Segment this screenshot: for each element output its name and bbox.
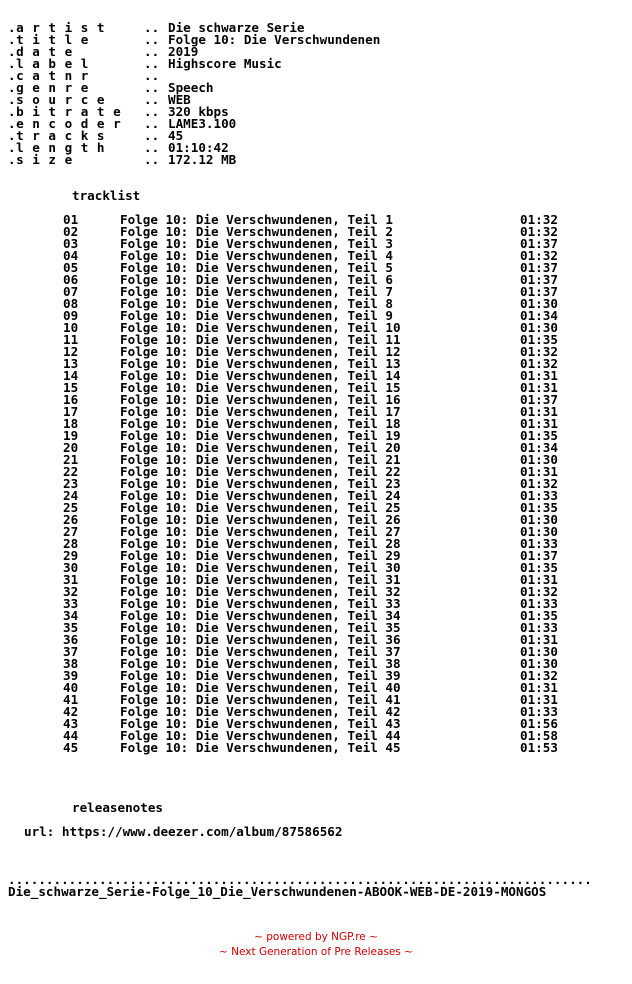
credits-line-powered-by: ~ powered by NGP.re ~ (254, 931, 378, 943)
track-duration: 01:35 (520, 428, 558, 443)
track-title: Folge 10: Die Verschwundenen, Teil 2 (120, 224, 393, 239)
track-number: 05 (63, 260, 79, 275)
track-title: Folge 10: Die Verschwundenen, Teil 14 (120, 368, 401, 383)
meta-row (8, 58, 628, 70)
track-number: 03 (63, 236, 79, 251)
dotted-separator: ............................................................................. (8, 874, 592, 886)
track-title: Folge 10: Die Verschwundenen, Teil 3 (120, 236, 393, 251)
track-duration: 01:30 (520, 320, 558, 335)
track-title: Folge 10: Die Verschwundenen, Teil 28 (120, 536, 401, 551)
track-duration: 01:31 (520, 464, 558, 479)
track-title: Folge 10: Die Verschwundenen, Teil 24 (120, 488, 401, 503)
track-title: Folge 10: Die Verschwundenen, Teil 30 (120, 560, 401, 575)
track-title: Folge 10: Die Verschwundenen, Teil 4 (120, 248, 393, 263)
track-duration: 01:37 (520, 260, 558, 275)
track-duration: 01:32 (520, 668, 558, 683)
track-title: Folge 10: Die Verschwundenen, Teil 35 (120, 620, 401, 635)
track-title: Folge 10: Die Verschwundenen, Teil 13 (120, 356, 401, 371)
meta-key: .s i z e (8, 152, 73, 167)
track-duration: 01:31 (520, 632, 558, 647)
track-title: Folge 10: Die Verschwundenen, Teil 12 (120, 344, 401, 359)
track-duration: 01:56 (520, 716, 558, 731)
track-title: Folge 10: Die Verschwundenen, Teil 1 (120, 212, 393, 227)
meta-separator: .. (144, 44, 160, 59)
track-number: 39 (63, 668, 79, 683)
meta-separator: .. (144, 56, 160, 71)
track-duration: 01:32 (520, 224, 558, 239)
track-number: 31 (63, 572, 79, 587)
meta-separator: .. (144, 116, 160, 131)
track-number: 34 (63, 608, 79, 623)
track-number: 45 (63, 740, 79, 755)
meta-key: .e n c o d e r (8, 116, 122, 131)
track-title: Folge 10: Die Verschwundenen, Teil 15 (120, 380, 401, 395)
track-number: 30 (63, 560, 79, 575)
track-title: Folge 10: Die Verschwundenen, Teil 7 (120, 284, 393, 299)
track-row (8, 742, 628, 754)
track-number: 26 (63, 512, 79, 527)
meta-key: .d a t e (8, 44, 73, 59)
track-duration: 01:33 (520, 488, 558, 503)
track-duration: 01:35 (520, 608, 558, 623)
track-duration: 01:34 (520, 440, 558, 455)
track-number: 24 (63, 488, 79, 503)
track-title: Folge 10: Die Verschwundenen, Teil 33 (120, 596, 401, 611)
track-duration: 01:30 (520, 296, 558, 311)
track-number: 19 (63, 428, 79, 443)
meta-separator: .. (144, 128, 160, 143)
track-number: 22 (63, 464, 79, 479)
meta-key: .l a b e l (8, 56, 89, 71)
track-duration: 01:33 (520, 596, 558, 611)
track-duration: 01:31 (520, 680, 558, 695)
track-title: Folge 10: Die Verschwundenen, Teil 17 (120, 404, 401, 419)
url-line[interactable]: url: https://www.deezer.com/album/87586562 (24, 824, 343, 839)
track-duration: 01:30 (520, 644, 558, 659)
track-title: Folge 10: Die Verschwundenen, Teil 10 (120, 320, 401, 335)
track-number: 10 (63, 320, 79, 335)
track-duration: 01:37 (520, 272, 558, 287)
track-number: 15 (63, 380, 79, 395)
track-number: 37 (63, 644, 79, 659)
track-number: 07 (63, 284, 79, 299)
track-title: Folge 10: Die Verschwundenen, Teil 32 (120, 584, 401, 599)
track-number: 33 (63, 596, 79, 611)
track-title: Folge 10: Die Verschwundenen, Teil 25 (120, 500, 401, 515)
track-title: Folge 10: Die Verschwundenen, Teil 36 (120, 632, 401, 647)
track-number: 35 (63, 620, 79, 635)
track-duration: 01:31 (520, 416, 558, 431)
meta-separator: .. (144, 32, 160, 47)
track-title: Folge 10: Die Verschwundenen, Teil 29 (120, 548, 401, 563)
track-number: 09 (63, 308, 79, 323)
track-duration: 01:30 (520, 452, 558, 467)
track-duration: 01:32 (520, 248, 558, 263)
track-number: 29 (63, 548, 79, 563)
releasenotes-heading: releasenotes (72, 800, 163, 815)
track-number: 08 (63, 296, 79, 311)
track-title: Folge 10: Die Verschwundenen, Teil 27 (120, 524, 401, 539)
track-number: 13 (63, 356, 79, 371)
track-duration: 01:34 (520, 308, 558, 323)
meta-key: .b i t r a t e (8, 104, 122, 119)
track-number: 44 (63, 728, 79, 743)
track-title: Folge 10: Die Verschwundenen, Teil 18 (120, 416, 401, 431)
spacer (8, 838, 628, 874)
track-duration: 01:58 (520, 728, 558, 743)
track-number: 25 (63, 500, 79, 515)
track-number: 41 (63, 692, 79, 707)
meta-value: 2019 (168, 44, 199, 59)
meta-row (8, 34, 628, 46)
meta-value: Die schwarze Serie (168, 20, 305, 35)
track-duration: 01:32 (520, 356, 558, 371)
track-number: 43 (63, 716, 79, 731)
track-duration: 01:33 (520, 704, 558, 719)
track-duration: 01:31 (520, 368, 558, 383)
track-duration: 01:35 (520, 332, 558, 347)
meta-value: LAME3.100 (168, 116, 237, 131)
release-name: Die_schwarze_Serie-Folge_10_Die_Verschwundenen-ABOOK-WEB-DE-2019-MONGOS (8, 884, 547, 899)
track-number: 28 (63, 536, 79, 551)
track-duration: 01:32 (520, 476, 558, 491)
track-title: Folge 10: Die Verschwundenen, Teil 43 (120, 716, 401, 731)
track-duration: 01:31 (520, 380, 558, 395)
track-title: Folge 10: Die Verschwundenen, Teil 40 (120, 680, 401, 695)
meta-value: Folge 10: Die Verschwundenen (168, 32, 381, 47)
nfo-document (8, 22, 628, 898)
meta-separator: .. (144, 152, 160, 167)
track-title: Folge 10: Die Verschwundenen, Teil 19 (120, 428, 401, 443)
spacer (8, 754, 628, 802)
credits (0, 930, 632, 960)
meta-value: Highscore Music (168, 56, 282, 71)
track-title: Folge 10: Die Verschwundenen, Teil 45 (120, 740, 401, 755)
meta-row (8, 70, 628, 82)
track-number: 18 (63, 416, 79, 431)
meta-separator: .. (144, 68, 160, 83)
track-number: 04 (63, 248, 79, 263)
track-number: 40 (63, 680, 79, 695)
meta-row (8, 142, 628, 154)
track-title: Folge 10: Die Verschwundenen, Teil 38 (120, 656, 401, 671)
track-number: 32 (63, 584, 79, 599)
meta-separator: .. (144, 140, 160, 155)
track-duration: 01:37 (520, 548, 558, 563)
track-duration: 01:37 (520, 236, 558, 251)
track-number: 12 (63, 344, 79, 359)
track-duration: 01:30 (520, 524, 558, 539)
track-title: Folge 10: Die Verschwundenen, Teil 5 (120, 260, 393, 275)
meta-row (8, 46, 628, 58)
track-duration: 01:31 (520, 404, 558, 419)
track-title: Folge 10: Die Verschwundenen, Teil 6 (120, 272, 393, 287)
track-title: Folge 10: Die Verschwundenen, Teil 22 (120, 464, 401, 479)
track-title: Folge 10: Die Verschwundenen, Teil 20 (120, 440, 401, 455)
track-title: Folge 10: Die Verschwundenen, Teil 31 (120, 572, 401, 587)
track-title: Folge 10: Die Verschwundenen, Teil 44 (120, 728, 401, 743)
track-number: 23 (63, 476, 79, 491)
track-title: Folge 10: Die Verschwundenen, Teil 11 (120, 332, 401, 347)
tracklist-heading: tracklist (72, 188, 141, 203)
track-duration: 01:35 (520, 560, 558, 575)
meta-value: Speech (168, 80, 214, 95)
track-duration: 01:33 (520, 536, 558, 551)
track-duration: 01:37 (520, 284, 558, 299)
track-number: 27 (63, 524, 79, 539)
track-title: Folge 10: Die Verschwundenen, Teil 23 (120, 476, 401, 491)
meta-separator: .. (144, 104, 160, 119)
credits-line-tagline: ~ Next Generation of Pre Releases ~ (219, 946, 413, 958)
meta-value: 01:10:42 (168, 140, 229, 155)
meta-separator: .. (144, 20, 160, 35)
tracklist (8, 214, 628, 754)
meta-value: 172.12 MB (168, 152, 237, 167)
track-number: 01 (63, 212, 79, 227)
track-number: 16 (63, 392, 79, 407)
track-duration: 01:32 (520, 584, 558, 599)
track-duration: 01:30 (520, 512, 558, 527)
meta-value: 320 kbps (168, 104, 229, 119)
track-number: 21 (63, 452, 79, 467)
meta-key: .s o u r c e (8, 92, 105, 107)
meta-separator: .. (144, 80, 160, 95)
track-title: Folge 10: Die Verschwundenen, Teil 8 (120, 296, 393, 311)
track-number: 17 (63, 404, 79, 419)
track-number: 20 (63, 440, 79, 455)
meta-key: .c a t n r (8, 68, 89, 83)
track-title: Folge 10: Die Verschwundenen, Teil 21 (120, 452, 401, 467)
meta-key: .t i t l e (8, 32, 89, 47)
release-info-block (8, 22, 628, 166)
track-title: Folge 10: Die Verschwundenen, Teil 26 (120, 512, 401, 527)
track-number: 06 (63, 272, 79, 287)
meta-value: WEB (168, 92, 191, 107)
track-number: 14 (63, 368, 79, 383)
meta-value: 45 (168, 128, 184, 143)
track-duration: 01:30 (520, 656, 558, 671)
track-title: Folge 10: Die Verschwundenen, Teil 34 (120, 608, 401, 623)
meta-separator: .. (144, 92, 160, 107)
track-title: Folge 10: Die Verschwundenen, Teil 37 (120, 644, 401, 659)
spacer (8, 166, 628, 190)
meta-row (8, 154, 628, 166)
meta-key: .t r a c k s (8, 128, 105, 143)
meta-key: .g e n r e (8, 80, 89, 95)
track-number: 11 (63, 332, 79, 347)
track-title: Folge 10: Die Verschwundenen, Teil 9 (120, 308, 393, 323)
track-duration: 01:33 (520, 620, 558, 635)
track-number: 42 (63, 704, 79, 719)
track-number: 36 (63, 632, 79, 647)
track-title: Folge 10: Die Verschwundenen, Teil 41 (120, 692, 401, 707)
track-number: 02 (63, 224, 79, 239)
meta-key: .a r t i s t (8, 20, 105, 35)
track-duration: 01:37 (520, 392, 558, 407)
meta-key: .l e n g t h (8, 140, 105, 155)
track-duration: 01:31 (520, 572, 558, 587)
track-title: Folge 10: Die Verschwundenen, Teil 42 (120, 704, 401, 719)
track-duration: 01:32 (520, 212, 558, 227)
track-duration: 01:31 (520, 692, 558, 707)
track-duration: 01:32 (520, 344, 558, 359)
track-duration: 01:35 (520, 500, 558, 515)
track-duration: 01:53 (520, 740, 558, 755)
track-number: 38 (63, 656, 79, 671)
track-title: Folge 10: Die Verschwundenen, Teil 16 (120, 392, 401, 407)
track-title: Folge 10: Die Verschwundenen, Teil 39 (120, 668, 401, 683)
